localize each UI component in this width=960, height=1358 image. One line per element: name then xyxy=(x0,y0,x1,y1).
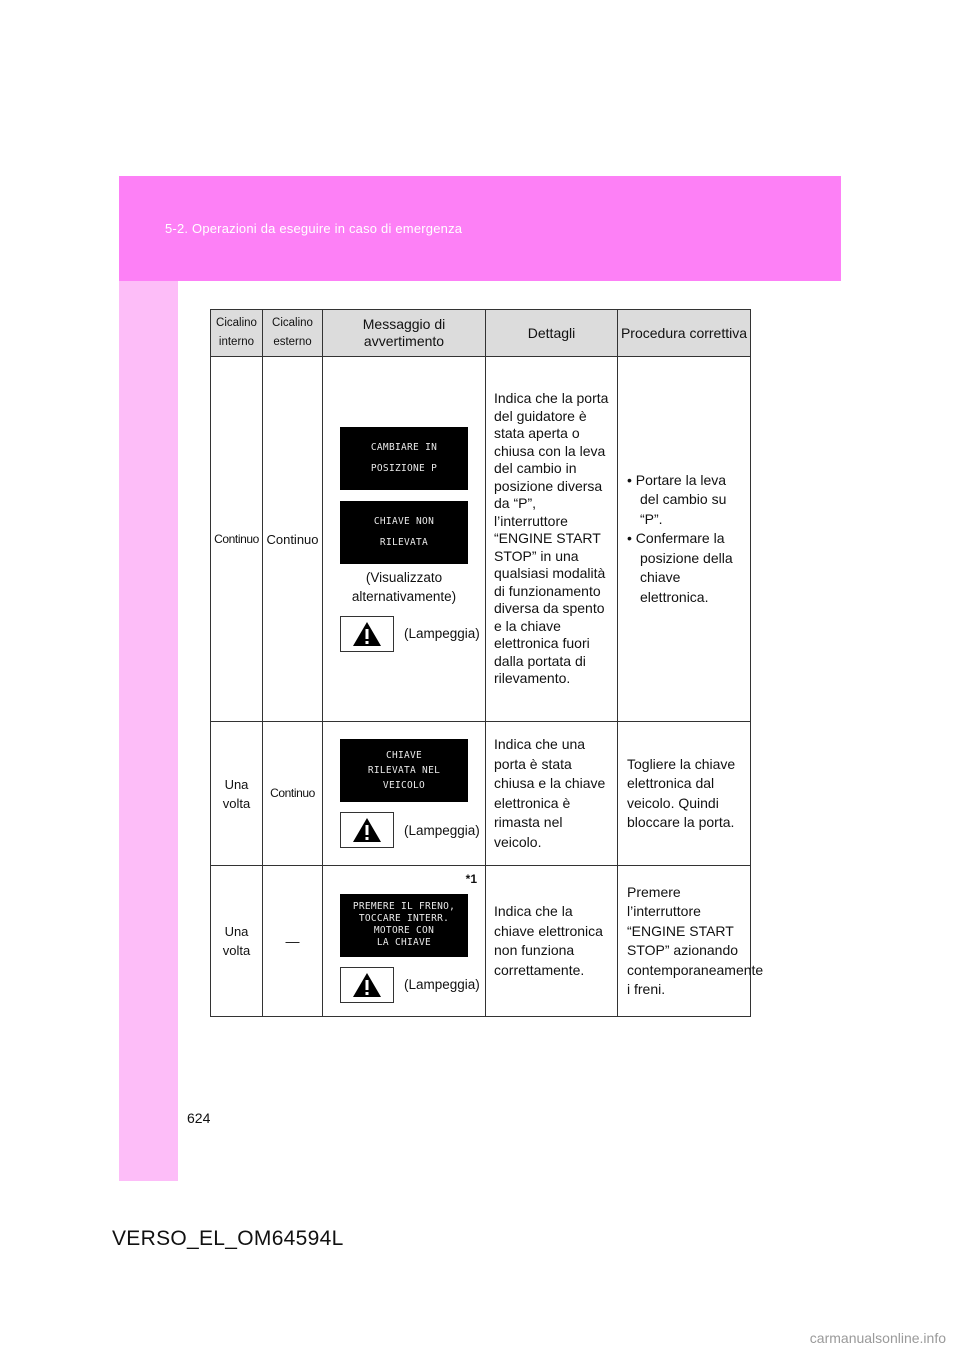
header-details: Dettagli xyxy=(486,310,618,357)
procedure-step: • Confermare la posizione della chiave elettronica. xyxy=(627,530,733,605)
procedure-cell: Togliere la chiave elettronica dal veicolo. Quindi bloccare la porta. xyxy=(618,722,751,866)
display-screen xyxy=(340,427,468,490)
warning-message-cell xyxy=(323,357,486,722)
screen-line: POSIZIONE P xyxy=(370,463,438,474)
internal-buzzer-cell: Una volta xyxy=(211,866,263,1017)
screen-line: TOCCARE INTERR. xyxy=(358,913,450,924)
screen-line: LA CHIAVE xyxy=(376,937,432,948)
blink-label: (Lampeggia) xyxy=(404,822,480,838)
section-title: 5-2. Operazioni da eseguire in caso di emergenza xyxy=(165,221,463,236)
warning-message-cell xyxy=(323,722,486,866)
screen-line: RILEVATA xyxy=(379,537,429,548)
screen-line: CHIAVE NON xyxy=(373,516,435,527)
header-external-buzzer: Cicalino esterno xyxy=(263,310,323,357)
screen-line: VEICOLO xyxy=(382,780,426,791)
header-internal-buzzer: Cicalino interno xyxy=(211,310,263,357)
blink-label: (Lampeggia) xyxy=(404,977,480,992)
display-screen xyxy=(340,501,468,564)
alternate-display-note: (Visualizzato alternativamente) xyxy=(351,569,457,604)
header-warning-message: Messaggio di avvertimento xyxy=(323,310,486,357)
warning-indicator xyxy=(340,616,485,652)
blink-label: (Lampeggia) xyxy=(404,626,480,641)
watermark: carmanualsonline.info xyxy=(809,1330,946,1346)
warning-triangle-icon xyxy=(340,967,394,1003)
internal-buzzer-cell: Una volta xyxy=(211,722,263,866)
header-corrective-procedure: Procedura correttiva xyxy=(618,310,751,357)
warning-message-cell xyxy=(323,866,486,1017)
procedure-step: • Portare la leva del cambio su “P”. xyxy=(627,471,727,527)
external-buzzer-cell: — xyxy=(263,866,323,1017)
warning-triangle-icon xyxy=(340,812,394,848)
screen-line: CAMBIARE IN xyxy=(370,442,438,453)
procedure-cell: Premere l’interruttore “ENGINE START STOP” azionando contemporaneamente i freni. xyxy=(618,866,751,1017)
external-buzzer-cell: Continuo xyxy=(263,357,323,722)
table-row xyxy=(211,722,751,866)
external-buzzer-cell: Continuo xyxy=(263,722,323,866)
table-header-row xyxy=(211,310,751,357)
document-code: VERSO_EL_OM64594L xyxy=(112,1227,344,1250)
display-screen xyxy=(340,894,468,957)
screen-line: CHIAVE xyxy=(385,750,423,761)
screen-line: RILEVATA NEL xyxy=(367,765,441,776)
warning-triangle-icon xyxy=(340,616,394,652)
table-row xyxy=(211,866,751,1017)
warning-indicator xyxy=(340,967,485,1003)
screen-line: PREMERE IL FRENO, xyxy=(352,901,456,912)
details-cell: Indica che una porta è stata chiusa e la chiave elettronica è rimasta nel veicolo. xyxy=(486,722,618,866)
warning-message-table xyxy=(210,309,764,1017)
warning-indicator xyxy=(340,812,485,848)
table-row xyxy=(211,357,751,722)
page-number: 624 xyxy=(187,1110,211,1126)
side-band xyxy=(119,281,178,1181)
details-cell: Indica che la chiave elettronica non funziona correttamente. xyxy=(486,866,618,1017)
screen-line: MOTORE CON xyxy=(373,925,435,936)
internal-buzzer-cell: Continuo xyxy=(211,357,263,722)
display-screen xyxy=(340,739,468,802)
footnote-marker: *1 xyxy=(465,872,477,886)
details-cell: Indica che la porta del guidatore è stata aperta o chiusa con la leva del cambio in posizione diversa da “P”, l’interruttore “ENGINE START STOP” in una qualsiasi modalità di funzionamento diversa da spento e la chiave elettronica fuori dalla portata di rilevamento. xyxy=(486,357,618,722)
procedure-cell xyxy=(618,357,751,722)
